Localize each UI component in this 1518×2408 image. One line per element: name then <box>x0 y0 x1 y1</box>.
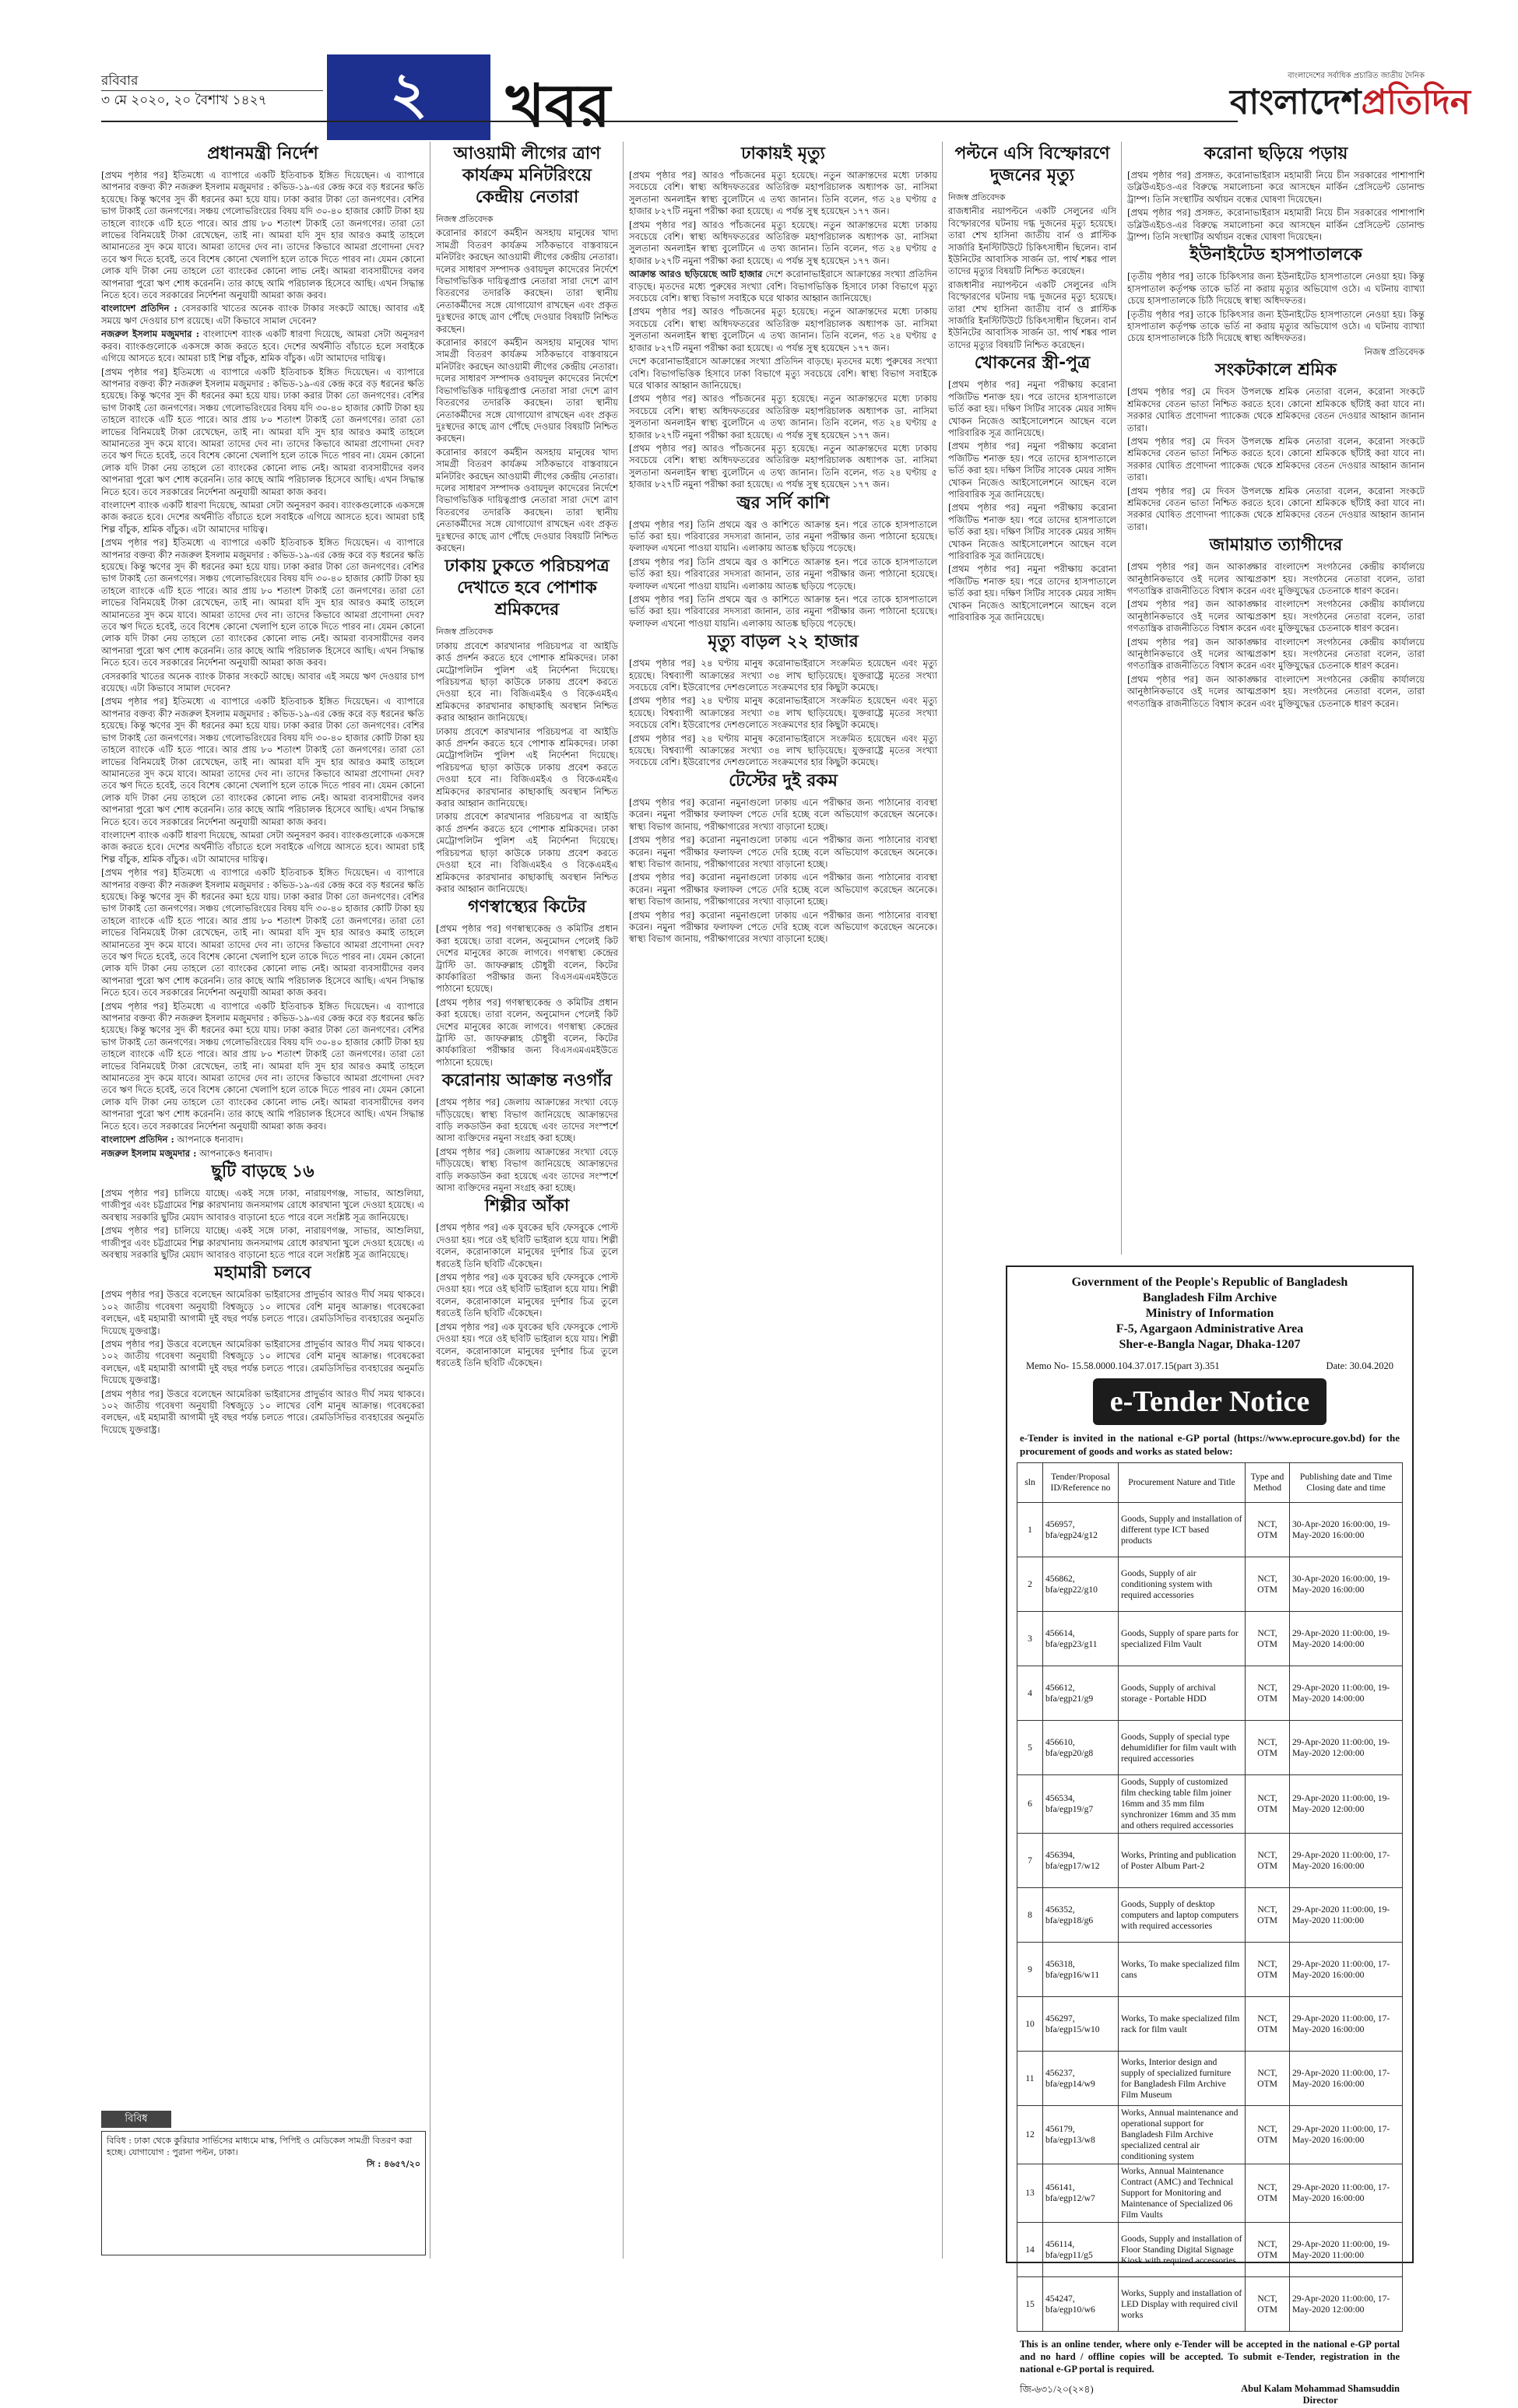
article-paltan-ac-blast <box>948 143 1116 351</box>
tender-type: NCT, OTM <box>1246 2223 1290 2277</box>
tender-type: NCT, OTM <box>1246 1503 1290 1557</box>
column-2 <box>436 142 618 2243</box>
article-dhaka-deaths <box>629 143 937 491</box>
article-jamaat-defectors <box>1127 535 1425 710</box>
tender-id: 456141, bfa/egp12/w7 <box>1043 2164 1119 2223</box>
article-body: [প্রথম পৃষ্ঠার পর] নমুনা পরীক্ষায় করোনা পজিটিভ শনাক্ত হয়। পরে তাদের হাসপাতালে ভর্তি করা হয়। দক্ষিণ সিটির সাবেক মেয়র সাঈদ খোকন নিজেও আইসোলেশনে আছেন বলে পারিবারিক সূত্র জানিয়েছে। <box>948 563 1116 623</box>
qa-label: বাংলাদেশ প্রতিদিন : <box>101 1134 174 1146</box>
notice-header <box>1007 1275 1412 1353</box>
headline: জামায়াত ত্যাগীদের <box>1209 535 1343 556</box>
newspaper-logo <box>1230 70 1471 131</box>
tender-type: NCT, OTM <box>1246 2164 1290 2223</box>
memo-line <box>1007 1353 1412 1378</box>
article-body: [প্রথম পৃষ্ঠার পর] জন আকাঙ্ক্ষার বাংলাদেশ সংগঠনের কেন্দ্রীয় কার্যালয়ে আনুষ্ঠানিকভাবে ওই দলের আত্মপ্রকাশ হয়। সংগঠনের নেতারা বলেন, তারা গণতান্ত্রিক রাজনীতিতে বিশ্বাস করেন এবং মুক্তিযুদ্ধের চেতনাকে ধারণ করেন। <box>1127 636 1425 672</box>
tender-dates: 29-Apr-2020 11:00:00, 19-May-2020 12:00:00 <box>1290 1775 1403 1834</box>
reporter: নিজস্ব প্রতিবেদক <box>436 627 494 637</box>
tender-dates: 29-Apr-2020 11:00:00, 17-May-2020 16:00:00 <box>1290 2106 1403 2164</box>
tender-title: Works, Annual maintenance and operational support for Bangladesh Film Archive specialized central air conditioning system <box>1119 2106 1246 2164</box>
bibidh-box <box>101 2131 426 2255</box>
tender-sln: 7 <box>1017 1834 1043 1888</box>
tender-id: 456957, bfa/egp24/g12 <box>1043 1503 1119 1557</box>
reporter: নিজস্ব প্রতিবেদক <box>948 192 1006 202</box>
col-header: Procurement Nature and Title <box>1119 1463 1246 1503</box>
article-body: বাংলাদেশ ব্যাংক একটি ধারণা দিয়েছে, আমরা সেটা অনুসরণ করব। ব্যাংকগুলোকে একসঙ্গে কাজ করতে হবে। দেশের অর্থনীতি বাঁচাতে হলে সবাইকে এগিয়ে আসতে হবে। আমরা চাই শিল্প বাঁচুক, শ্রমিক বাঁচুক। এটা আমাদের দায়িত্ব। <box>101 829 424 865</box>
article-body: [প্রথম পৃষ্ঠার পর] নমুনা পরীক্ষায় করোনা পজিটিভ শনাক্ত হয়। পরে তাদের হাসপাতালে ভর্তি করা হয়। দক্ষিণ সিটির সাবেক মেয়র সাঈদ খোকন নিজেও আইসোলেশনে আছেন বলে পারিবারিক সূত্র জানিয়েছে। <box>948 379 1116 438</box>
qa-label: বাংলাদেশ প্রতিদিন : <box>101 303 177 314</box>
byline: নিজস্ব প্রতিবেদক <box>1364 346 1425 357</box>
column-rule <box>1121 142 1122 1255</box>
article-pm-directive <box>101 143 424 1160</box>
article-body: [প্রথম পৃষ্ঠার পর] এক যুবকের ছবি ফেসবুকে পোস্ট দেওয়া হয়। পরে ওই ছবিটি ভাইরাল হয়ে যায়। শিল্পী বলেন, করোনাকালে মানুষের দুর্দশার চিত্র তুলে ধরতেই তিনি ছবিটি এঁকেছেন। <box>436 1222 618 1269</box>
article-body: [প্রথম পৃষ্ঠার পর] ২৪ ঘণ্টায় মানুষ করোনাভাইরাসে সংক্রমিত হয়েছেন এবং মৃত্যু হয়েছে। বিশ্বব্যাপী আক্রান্তের সংখ্যা ৩৪ লাখ ছাড়িয়েছে। যুক্তরাষ্ট্রে মৃতের সংখ্যা সবচেয়ে বেশি। ইউরোপের দেশগুলোতে সংক্রমণের হার কিছুটা কমেছে। <box>629 732 937 768</box>
tender-sln: 8 <box>1017 1888 1043 1943</box>
address-line: F-5, Agargaon Administrative Area <box>1116 1322 1304 1336</box>
headline: ঢাকায় ঢুকতে পরিচয়পত্র দেখাতে হবে পোশাক শ্রমিকদের <box>445 556 610 620</box>
article-body: [প্রথম পৃষ্ঠার পর] আরও পাঁচজনের মৃত্যু হয়েছে। নতুন আক্রান্তদের মধ্যে ঢাকায় সবচেয়ে বেশি। স্বাস্থ্য অধিদফতরের অতিরিক্ত মহাপরিচালক অধ্যাপক ডা. নাসিমা সুলতানা অনলাইন স্বাস্থ্য বুলেটিনে এ তথ্য জানান। তিনি বলেন, গত ২৪ ঘণ্টায় ৫ হাজার ৮২৭টি নমুনা পরীক্ষা করা হয়েছে। এ পর্যন্ত সুস্থ হয়েছেন ১৭৭ জন। <box>629 393 937 441</box>
tender-title: Works, Printing and publication of Poster Album Part-2 <box>1119 1834 1246 1888</box>
headline: পল্টনে এসি বিস্ফোরণে দুজনের মৃত্যু <box>954 144 1110 185</box>
headline: গণস্বাস্থ্যের কিটের <box>468 897 586 918</box>
article-body: [তৃতীয় পৃষ্ঠার পর] তাকে চিকিৎসার জন্য ইউনাইটেড হাসপাতালে নেওয়া হয়। কিন্তু হাসপাতাল কর্তৃপক্ষ তাকে ভর্তি না করায় মৃত্যুর অভিযোগ ওঠে। এ ঘটনায় ব্যাখ্যা চেয়ে হাসপাতালকে চিঠি দিয়েছে স্বাস্থ্য অধিদফতর। <box>1127 308 1425 344</box>
article-garment-workers-id <box>436 556 618 895</box>
article-body: [প্রথম পৃষ্ঠার পর] উত্তরে বলেছেন আমেরিকা ভাইরাসের প্রাদুর্ভাব আরও দীর্ঘ সময় থাকবে। ১০২ জাতীয় গবেষণা অনুযায়ী বিশ্বজুড়ে ১০ লাখের বেশি মানুষ আক্রান্ত। গবেষকেরা বলছেন, এই মহামারী আগামী দুই বছর পর্যন্ত চলতে পারে। রেমডিসিভির ব্যবহারের অনুমতি দিয়েছে যুক্তরাষ্ট্র। <box>101 1338 424 1386</box>
article-body: [প্রথম পৃষ্ঠার পর] জন আকাঙ্ক্ষার বাংলাদেশ সংগঠনের কেন্দ্রীয় কার্যালয়ে আনুষ্ঠানিকভাবে ওই দলের আত্মপ্রকাশ হয়। সংগঠনের নেতারা বলেন, তারা গণতান্ত্রিক রাজনীতিতে বিশ্বাস করেন এবং মুক্তিযুদ্ধের চেতনাকে ধারণ করেন। <box>1127 598 1425 634</box>
masthead-date: ৩ মে ২০২০, ২০ বৈশাখ ১৪২৭ <box>101 93 267 108</box>
tender-title: Goods, Supply of special type dehumidifier for film vault with required accessories <box>1119 1721 1246 1775</box>
logo-tagline: বাংলাদেশের সর্বাধিক প্রচারিত জাতীয় দৈনিক <box>1288 72 1425 80</box>
closing-qa <box>101 1134 424 1146</box>
masthead-date-block <box>101 72 323 110</box>
col-header: Tender/Proposal ID/Reference no <box>1043 1463 1119 1503</box>
tender-id: 456318, bfa/egp16/w11 <box>1043 1943 1119 1997</box>
article-pandemic-continues <box>101 1262 424 1436</box>
article-body: দেশে করোনাভাইরাসে আক্রান্তের সংখ্যা প্রতিদিন বাড়ছে। মৃতদের মধ্যে পুরুষের সংখ্যা বেশি। বিভাগভিত্তিক হিসাবে ঢাকা বিভাগে মৃত্যু সবচেয়ে বেশি। স্বাস্থ্য বিভাগ সবাইকে ঘরে থাকার আহ্বান জানিয়েছে। <box>629 356 937 391</box>
tender-sln: 5 <box>1017 1721 1043 1775</box>
tender-dates: 29-Apr-2020 11:00:00, 17-May-2020 16:00:00 <box>1290 1834 1403 1888</box>
tender-table-header <box>1017 1463 1403 1503</box>
article-body: [প্রথম পৃষ্ঠার পর] করোনা নমুনাগুলো ঢাকায় এনে পরীক্ষার জন্য পাঠানোর ব্যবস্থা করেন। নমুনা পরীক্ষার ফলাফল পেতে দেরি হচ্ছে বলে অভিযোগ করেছেন অনেকে। স্বাস্থ্য বিভাগ জানায়, পরীক্ষাগারের সংখ্যা বাড়ানো হচ্ছে। <box>629 834 937 869</box>
article-body: করোনার কারণে কর্মহীন অসহায় মানুষের খাদ্য সামগ্রী বিতরণ কার্যক্রম সঠিকভাবে বাস্তবায়নে মনিটরিং করছেন আওয়ামী লীগের কেন্দ্রীয় নেতারা। দলের সাধারণ সম্পাদক ওবায়দুল কাদেরের নির্দেশে বিভাগভিত্তিক দায়িত্বপ্রাপ্ত নেতারা সারা দেশে ত্রাণ বিতরণের তদারকি করছেন। তারা স্থানীয় নেতাকর্মীদের সঙ্গে যোগাযোগ রাখছেন এবং প্রকৃত দুঃস্থদের কাছে ত্রাণ পৌঁছে দেওয়ার বিষয়টি নিশ্চিত করছেন। <box>436 337 618 444</box>
article-body: [প্রথম পৃষ্ঠার পর] ইতিমধ্যে এ ব্যাপারে একটি ইতিবাচক ইঙ্গিত দিয়েছেন। এ ব্যাপারে আপনার বক্তব্য কী? নজরুল ইসলাম মজুমদার : কভিড-১৯-এর কেন্দ্র করে বড় ধরনের ক্ষতি হয়েছে। কিন্তু ঋণের সুদ কী ধরনের কমা হয়ে যায়। ঢাকা করার টাকা তো জনগণের। বেশির ভাগ টাকাই তো জনগণের। সঞ্চয় গেলোভরিংয়ের বিষয় যদি ৩০-৪০ হাজার কোটি টাকা হয় তাহলে ব্যাংকে এটি হতে পারে। আর প্রায় ৮০ শতাংশ টাকাই তো জনগণের। তারা তো লাভের বিনিময়েই টাকা রেখেছেন, তাই না। আমরা যদি সুদ হার আরও কমাই তাহলে আমানতের সুদ কমে যাবে। আমরা তাদের দেব না। তাদের কিভাবে আমরা প্রণোদনা দেব? তবে ঋণ দিতে হবেই, তবে বিশেষ কোনো খেলাপি হলে তাকে দিতে পারব না। যেমন কোনো লোক যদি টাকা নেয় তাহলে তো ব্যাংকের কোনো লাভ নেই। আমরা ব্যবসায়ীদের বলব আপনারা পুরো ঋণ শোধ করেননি। তার কাছে আমি পরিচালক হিসেবে আছি। এখন সিদ্ধান্ত নিতে হবে। তবে সরকারের নির্দেশনা অনুযায়ী আমরা কাজ করব। <box>101 170 424 301</box>
bibidh-tag: বিবিধ <box>101 2111 171 2128</box>
notice-intro: e-Tender is invited in the national e-GP portal (https://www.eprocure.gov.bd) for the procurement of goods and works as stated below: <box>1020 1432 1400 1457</box>
article-united-hospital <box>1127 244 1425 358</box>
article-body: [প্রথম পৃষ্ঠার পর] মে দিবস উপলক্ষে শ্রমিক নেতারা বলেন, করোনা সংকটে শ্রমিকদের বেতন ভাতা নিশ্চিত করতে হবে। কোনো শ্রমিককে ছাঁটাই করা যাবে না। সরকার ঘোষিত প্রণোদনা প্যাকেজ থেকে শ্রমিকদের বেতন দেওয়ার আহ্বান জানান তারা। <box>1127 485 1425 532</box>
tender-sln: 15 <box>1017 2277 1043 2332</box>
tender-dates: 29-Apr-2020 11:00:00, 17-May-2020 16:00:00 <box>1290 2164 1403 2223</box>
tender-title: Goods, Supply of desktop computers and laptop computers with required accessories <box>1119 1888 1246 1943</box>
tender-dates: 29-Apr-2020 11:00:00, 17-May-2020 16:00:00 <box>1290 1997 1403 2052</box>
article-body: [প্রথম পৃষ্ঠার পর] আরও পাঁচজনের মৃত্যু হয়েছে। নতুন আক্রান্তদের মধ্যে ঢাকায় সবচেয়ে বেশি। স্বাস্থ্য অধিদফতরের অতিরিক্ত মহাপরিচালক অধ্যাপক ডা. নাসিমা সুলতানা অনলাইন স্বাস্থ্য বুলেটিনে এ তথ্য জানান। তিনি বলেন, গত ২৪ ঘণ্টায় ৫ হাজার ৮২৭টি নমুনা পরীক্ষা করা হয়েছে। এ পর্যন্ত সুস্থ হয়েছেন ১৭৭ জন। <box>629 170 937 217</box>
tender-id: 456394, bfa/egp17/w12 <box>1043 1834 1119 1888</box>
tender-sln: 11 <box>1017 2052 1043 2106</box>
tender-dates: 30-Apr-2020 16:00:00, 19-May-2020 16:00:00 <box>1290 1503 1403 1557</box>
article-fever-cough <box>629 493 937 630</box>
page-number-badge: ২ <box>327 54 490 140</box>
article-body: [প্রথম পৃষ্ঠার পর] ইতিমধ্যে এ ব্যাপারে একটি ইতিবাচক ইঙ্গিত দিয়েছেন। এ ব্যাপারে আপনার বক্তব্য কী? নজরুল ইসলাম মজুমদার : কভিড-১৯-এর কেন্দ্র করে বড় ধরনের ক্ষতি হয়েছে। কিন্তু ঋণের সুদ কী ধরনের কমা হয়ে যায়। ঢাকা করার টাকা তো জনগণের। বেশির ভাগ টাকাই তো জনগণের। সঞ্চয় গেলোভরিংয়ের বিষয় যদি ৩০-৪০ হাজার কোটি টাকা হয় তাহলে ব্যাংকে এটি হতে পারে। আর প্রায় ৮০ শতাংশ টাকাই তো জনগণের। তারা তো লাভের বিনিময়েই টাকা রেখেছেন, তাই না। আমরা যদি সুদ হার আরও কমাই তাহলে আমানতের সুদ কমে যাবে। আমরা তাদের দেব না। তাদের কিভাবে আমরা প্রণোদনা দেব? তবে ঋণ দিতে হবেই, তবে বিশেষ কোনো খেলাপি হলে তাকে দিতে পারব না। যেমন কোনো লোক যদি টাকা নেয় তাহলে তো ব্যাংকের কোনো লাভ নেই। আমরা ব্যবসায়ীদের বলব আপনারা পুরো ঋণ শোধ করেননি। তার কাছে আমি পরিচালক হিসেবে আছি। এখন সিদ্ধান্ত নিতে হবে। তবে সরকারের নির্দেশনা অনুযায়ী আমরা কাজ করব। <box>101 1000 424 1132</box>
article-body: [প্রথম পৃষ্ঠার পর] করোনা নমুনাগুলো ঢাকায় এনে পরীক্ষার জন্য পাঠানোর ব্যবস্থা করেন। নমুনা পরীক্ষার ফলাফল পেতে দেরি হচ্ছে বলে অভিযোগ করেছেন অনেকে। স্বাস্থ্য বিভাগ জানায়, পরীক্ষাগারের সংখ্যা বাড়ানো হচ্ছে। <box>629 909 937 945</box>
article-body: [প্রথম পৃষ্ঠার পর] জেলায় আক্রান্তের সংখ্যা বেড়ে দাঁড়িয়েছে। স্বাস্থ্য বিভাগ জানিয়েছে আক্রান্তদের বাড়ি লকডাউন করা হয়েছে এবং তাদের সংস্পর্শে আসা ব্যক্তিদের নমুনা সংগ্রহ করা হচ্ছে। <box>436 1097 618 1144</box>
closing-qa <box>101 1148 424 1160</box>
address-line: Sher-e-Bangla Nagar, Dhaka-1207 <box>1119 1338 1301 1351</box>
article-body: [প্রথম পৃষ্ঠার পর] তিনি প্রথমে জ্বর ও কাশিতে আক্রান্ত হন। পরে তাকে হাসপাতালে ভর্তি করা হয়। পরিবারের সদস্যরা জানান, তার নমুনা পরীক্ষার জন্য পাঠানো হয়েছে। ফলাফল এখনো পাওয়া যায়নি। এলাকায় আতঙ্ক ছড়িয়ে পড়েছে। <box>629 594 937 629</box>
article-workers-crisis <box>1127 360 1425 533</box>
article-body: [প্রথম পৃষ্ঠার পর] জেলায় আক্রান্তের সংখ্যা বেড়ে দাঁড়িয়েছে। স্বাস্থ্য বিভাগ জানিয়েছে আক্রান্তদের বাড়ি লকডাউন করা হয়েছে এবং তাদের সংস্পর্শে আসা ব্যক্তিদের নমুনা সংগ্রহ করা হচ্ছে। <box>436 1146 618 1194</box>
tender-dates: 29-Apr-2020 11:00:00, 19-May-2020 11:00:00 <box>1290 1888 1403 1943</box>
headline: প্রধানমন্ত্রী নির্দেশ <box>207 144 318 163</box>
headline: মৃত্যু বাড়ল ২২ হাজার <box>708 632 859 652</box>
article-body: [প্রথম পৃষ্ঠার পর] তিনি প্রথমে জ্বর ও কাশিতে আক্রান্ত হন। পরে তাকে হাসপাতালে ভর্তি করা হয়। পরিবারের সদস্যরা জানান, তার নমুনা পরীক্ষার জন্য পাঠানো হয়েছে। ফলাফল এখনো পাওয়া যায়নি। এলাকায় আতঙ্ক ছড়িয়ে পড়েছে। <box>629 556 937 591</box>
headline: ঢাকায়ই মৃত্যু <box>741 144 825 163</box>
tender-type: NCT, OTM <box>1246 2106 1290 2164</box>
article-gonoshasthaya-kit <box>436 897 618 1069</box>
ministry-name: Ministry of Information <box>1145 1307 1274 1320</box>
tender-dates: 29-Apr-2020 11:00:00, 17-May-2020 16:00:00 <box>1290 1943 1403 1997</box>
article-body: [প্রথম পৃষ্ঠার পর] তিনি প্রথমে জ্বর ও কাশিতে আক্রান্ত হন। পরে তাকে হাসপাতালে ভর্তি করা হয়। পরিবারের সদস্যরা জানান, তার নমুনা পরীক্ষার জন্য পাঠানো হয়েছে। ফলাফল এখনো পাওয়া যায়নি। এলাকায় আতঙ্ক ছড়িয়ে পড়েছে। <box>629 518 937 554</box>
memo-date: Date: 30.04.2020 <box>1326 1360 1393 1371</box>
headline: সংকটকালে শ্রমিক <box>1215 360 1337 381</box>
tender-title: Works, To make specialized film cans <box>1119 1943 1246 1997</box>
article-body: [প্রথম পৃষ্ঠার পর] জন আকাঙ্ক্ষার বাংলাদেশ সংগঠনের কেন্দ্রীয় কার্যালয়ে আনুষ্ঠানিকভাবে ওই দলের আত্মপ্রকাশ হয়। সংগঠনের নেতারা বলেন, তারা গণতান্ত্রিক রাজনীতিতে বিশ্বাস করেন এবং মুক্তিযুদ্ধের চেতনাকে ধারণ করেন। <box>1127 561 1425 596</box>
tender-sln: 10 <box>1017 1997 1043 2052</box>
logo-word-b: প্রতিদিন <box>1361 82 1471 122</box>
article-body: [প্রথম পৃষ্ঠার পর] মে দিবস উপলক্ষে শ্রমিক নেতারা বলেন, করোনা সংকটে শ্রমিকদের বেতন ভাতা নিশ্চিত করতে হবে। কোনো শ্রমিককে ছাঁটাই করা যাবে না। সরকার ঘোষিত প্রণোদনা প্যাকেজ থেকে শ্রমিকদের বেতন দেওয়ার আহ্বান জানান তারা। <box>1127 435 1425 483</box>
tender-row <box>1017 1503 1403 1557</box>
article-body: ঢাকায় প্রবেশে কারখানার পরিচয়পত্র বা আইডি কার্ড প্রদর্শন করতে হবে পোশাক শ্রমিকদের। ঢাকা মেট্রোপলিটন পুলিশ এই নির্দেশনা দিয়েছে। পরিচয়পত্র ছাড়া কাউকে ঢাকায় প্রবেশ করতে দেওয়া হবে না। বিজিএমইএ ও বিকেএমইএ শ্রমিকদের কারখানার কাছাকাছি অবস্থান নিশ্চিত করার আহ্বান জানিয়েছে। <box>436 811 618 894</box>
tender-row <box>1017 1775 1403 1834</box>
article-body: [প্রথম পৃষ্ঠার পর] নমুনা পরীক্ষায় করোনা পজিটিভ শনাক্ত হয়। পরে তাদের হাসপাতালে ভর্তি করা হয়। দক্ষিণ সিটির সাবেক মেয়র সাঈদ খোকন নিজেও আইসোলেশনে আছেন বলে পারিবারিক সূত্র জানিয়েছে। <box>948 502 1116 561</box>
headline: ইউনাইটেড হাসপাতালকে <box>1189 245 1362 265</box>
memo-number: Memo No- 15.58.0000.104.37.017.15(part 3).351 <box>1026 1360 1220 1371</box>
gd-code: জি-৬৩১/২০(২×৪) <box>1020 2384 1094 2395</box>
article-body: [প্রথম পৃষ্ঠার পর] করোনা নমুনাগুলো ঢাকায় এনে পরীক্ষার জন্য পাঠানোর ব্যবস্থা করেন। নমুনা পরীক্ষার ফলাফল পেতে দেরি হচ্ছে বলে অভিযোগ করেছেন অনেকে। স্বাস্থ্য বিভাগ জানায়, পরীক্ষাগারের সংখ্যা বাড়ানো হচ্ছে। <box>629 796 937 832</box>
tender-sln: 9 <box>1017 1943 1043 1997</box>
tender-row <box>1017 1888 1403 1943</box>
masthead-day: রবিবার <box>101 73 139 89</box>
headline: করোনায় আক্রান্ত নওগাঁর <box>441 1071 613 1091</box>
article-artist-drawing <box>436 1195 618 1369</box>
article-body: বেসরকারি খাতের অনেক ব্যাংক টাকার সংকটে আছে। আবার এই সময়ে ঋণ দেওয়ার চাপ রয়েছে। এটা কিভাবে সামাল দেবেন? <box>101 670 424 694</box>
qa-block <box>101 328 424 364</box>
article-body: [প্রথম পৃষ্ঠার পর] এক যুবকের ছবি ফেসবুকে পোস্ট দেওয়া হয়। পরে ওই ছবিটি ভাইরাল হয়ে যায়। শিল্পী বলেন, করোনাকালে মানুষের দুর্দশার চিত্র তুলে ধরতেই তিনি ছবিটি এঁকেছেন। <box>436 1321 618 1368</box>
tender-id: 456352, bfa/egp18/g6 <box>1043 1888 1119 1943</box>
article-body: [প্রথম পৃষ্ঠার পর] মে দিবস উপলক্ষে শ্রমিক নেতারা বলেন, করোনা সংকটে শ্রমিকদের বেতন ভাতা নিশ্চিত করতে হবে। কোনো শ্রমিককে ছাঁটাই করা যাবে না। সরকার ঘোষিত প্রণোদনা প্যাকেজ থেকে শ্রমিকদের বেতন দেওয়ার আহ্বান জানান তারা। <box>1127 386 1425 434</box>
headline: টেস্টের দুই রকম <box>729 770 838 791</box>
tender-type: NCT, OTM <box>1246 1612 1290 1666</box>
tender-title: Goods, Supply and installation of different type ICT based products <box>1119 1503 1246 1557</box>
headline: ছুটি বাড়ছে ১৬ <box>211 1161 314 1181</box>
article-body: রাজধানীর নয়াপল্টনে একটি সেলুনের এসি বিস্ফোরণের ঘটনায় দগ্ধ দুজনের মৃত্যু হয়েছে। তারা শেখ হাসিনা জাতীয় বার্ন ও প্লাস্টিক সার্জারি ইনস্টিটিউটে চিকিৎসাধীন ছিলেন। বার্ন ইউনিটের আবাসিক সার্জন ডা. পার্থ শঙ্কর পাল তাদের মৃত্যুর বিষয়টি নিশ্চিত করেছেন। <box>948 279 1116 350</box>
bibidh-code: সি : ৪৬৫৭/২০ <box>366 2159 420 2169</box>
tender-id: 454247, bfa/egp10/w6 <box>1043 2277 1119 2332</box>
tender-title: Goods, Supply of archival storage - Portable HDD <box>1119 1666 1246 1721</box>
qa-text: বাংলাদেশ ব্যাংক একটি ধারণা দিয়েছে, আমরা সেটা অনুসরণ করব। ব্যাংকগুলোকে একসঙ্গে কাজ করতে হবে। দেশের অর্থনীতি বাঁচাতে হলে সবাইকে এগিয়ে আসতে হবে। আমরা চাই শিল্প বাঁচুক, শ্রমিক বাঁচুক। এটা আমাদের দায়িত্ব। <box>101 328 424 364</box>
article-naogaon-infected <box>436 1070 618 1194</box>
tender-title: Goods, Supply of air conditioning system with required accessories <box>1119 1557 1246 1612</box>
tender-type: NCT, OTM <box>1246 1943 1290 1997</box>
article-body: করোনার কারণে কর্মহীন অসহায় মানুষের খাদ্য সামগ্রী বিতরণ কার্যক্রম সঠিকভাবে বাস্তবায়নে মনিটরিং করছেন আওয়ামী লীগের কেন্দ্রীয় নেতারা। দলের সাধারণ সম্পাদক ওবায়দুল কাদেরের নির্দেশে বিভাগভিত্তিক দায়িত্বপ্রাপ্ত নেতারা সারা দেশে ত্রাণ বিতরণের তদারকি করছেন। তারা স্থানীয় নেতাকর্মীদের সঙ্গে যোগাযোগ রাখছেন এবং প্রকৃত দুঃস্থদের কাছে ত্রাণ পৌঁছে দেওয়ার বিষয়টি নিশ্চিত করছেন। <box>436 227 618 335</box>
article-global-deaths <box>629 631 937 769</box>
tender-sln: 14 <box>1017 2223 1043 2277</box>
tender-dates: 29-Apr-2020 11:00:00, 19-May-2020 14:00:00 <box>1290 1666 1403 1721</box>
tender-dates: 30-Apr-2020 16:00:00, 19-May-2020 16:00:00 <box>1290 1557 1403 1612</box>
tender-title: Goods, Supply of spare parts for specialized Film Vault <box>1119 1612 1246 1666</box>
article-body: ঢাকায় প্রবেশে কারখানার পরিচয়পত্র বা আইডি কার্ড প্রদর্শন করতে হবে পোশাক শ্রমিকদের। ঢাকা মেট্রোপলিটন পুলিশ এই নির্দেশনা দিয়েছে। পরিচয়পত্র ছাড়া কাউকে ঢাকায় প্রবেশ করতে দেওয়া হবে না। বিজিএমইএ ও বিকেএমইএ শ্রমিকদের কারখানার কাছাকাছি অবস্থান নিশ্চিত করার আহ্বান জানিয়েছে। <box>436 725 618 809</box>
article-body: রাজধানীর নয়াপল্টনে একটি সেলুনের এসি বিস্ফোরণের ঘটনায় দগ্ধ দুজনের মৃত্যু হয়েছে। তারা শেখ হাসিনা জাতীয় বার্ন ও প্লাস্টিক সার্জারি ইনস্টিটিউটে চিকিৎসাধীন ছিলেন। বার্ন ইউনিটের আবাসিক সার্জন ডা. পার্থ শঙ্কর পাল তাদের মৃত্যুর বিষয়টি নিশ্চিত করেছেন। <box>948 205 1116 277</box>
tender-row <box>1017 1612 1403 1666</box>
article-body: [প্রথম পৃষ্ঠার পর] উত্তরে বলেছেন আমেরিকা ভাইরাসের প্রাদুর্ভাব আরও দীর্ঘ সময় থাকবে। ১০২ জাতীয় গবেষণা অনুযায়ী বিশ্বজুড়ে ১০ লাখের বেশি মানুষ আক্রান্ত। গবেষকেরা বলছেন, এই মহামারী আগামী দুই বছর পর্যন্ত চলতে পারে। রেমডিসিভির ব্যবহারের অনুমতি দিয়েছে যুক্তরাষ্ট্র। <box>101 1289 424 1336</box>
article-body: [প্রথম পৃষ্ঠার পর] আরও পাঁচজনের মৃত্যু হয়েছে। নতুন আক্রান্তদের মধ্যে ঢাকায় সবচেয়ে বেশি। স্বাস্থ্য অধিদফতরের অতিরিক্ত মহাপরিচালক অধ্যাপক ডা. নাসিমা সুলতানা অনলাইন স্বাস্থ্য বুলেটিনে এ তথ্য জানান। তিনি বলেন, গত ২৪ ঘণ্টায় ৫ হাজার ৮২৭টি নমুনা পরীক্ষা করা হয়েছে। এ পর্যন্ত সুস্থ হয়েছেন ১৭৭ জন। <box>629 442 937 490</box>
tender-type: NCT, OTM <box>1246 2052 1290 2106</box>
tender-type: NCT, OTM <box>1246 1997 1290 2052</box>
tender-dates: 29-Apr-2020 11:00:00, 19-May-2020 14:00:00 <box>1290 1612 1403 1666</box>
sub-headline: আক্রান্ত আরও ছড়িয়েছে আট হাজার দেশে করোনাভাইরাসে আক্রান্তের সংখ্যা প্রতিদিন বাড়ছে। মৃতদের মধ্যে পুরুষের সংখ্যা বেশি। বিভাগভিত্তিক হিসাবে ঢাকা বিভাগে মৃত্যু সবচেয়ে বেশি। স্বাস্থ্য বিভাগ সবাইকে ঘরে থাকার আহ্বান জানিয়েছে। <box>629 269 937 304</box>
tender-title: Works, Interior design and supply of specialized furniture for Bangladesh Film Archive Film Museum <box>1119 2052 1246 2106</box>
tender-type: NCT, OTM <box>1246 1775 1290 1834</box>
headline: করোনা ছড়িয়ে পড়ায় <box>1204 144 1348 163</box>
tender-table <box>1017 1462 1403 2332</box>
tender-row <box>1017 2052 1403 2106</box>
qa-text: বেসরকারি খাতের অনেক ব্যাংক টাকার সংকটে আছে। আবার এই সময়ে ঋণ দেওয়ার চাপ রয়েছে। এটা কিভাবে সামাল দেবেন? <box>101 303 424 326</box>
article-khokon-family <box>948 353 1116 623</box>
headline: জ্বর সর্দি কাশি <box>736 493 830 513</box>
article-body: বাংলাদেশ ব্যাংক একটি ধারণা দিয়েছে, আমরা সেটা অনুসরণ করব। ব্যাংকগুলোকে একসঙ্গে কাজ করতে হবে। দেশের অর্থনীতি বাঁচাতে হলে সবাইকে এগিয়ে আসতে হবে। আমরা চাই শিল্প বাঁচুক, শ্রমিক বাঁচুক। এটা আমাদের দায়িত্ব। <box>101 499 424 535</box>
reporter: নিজস্ব প্রতিবেদক <box>436 214 494 224</box>
notice-footer: This is an online tender, where only e-Tender will be accepted in the national e-GP portal and no hard / offline copies will be accepted. To submit e-Tender, registration in the national e-GP portal is required. <box>1020 2339 1400 2375</box>
article-body: ঢাকায় প্রবেশে কারখানার পরিচয়পত্র বা আইডি কার্ড প্রদর্শন করতে হবে পোশাক শ্রমিকদের। ঢাকা মেট্রোপলিটন পুলিশ এই নির্দেশনা দিয়েছে। পরিচয়পত্র ছাড়া কাউকে ঢাকায় প্রবেশ করতে দেওয়া হবে না। বিজিএমইএ ও বিকেএমইএ শ্রমিকদের কারখানার কাছাকাছি অবস্থান নিশ্চিত করার আহ্বান জানিয়েছে। <box>436 640 618 724</box>
signatory <box>1241 2383 1400 2406</box>
column-5 <box>1127 142 1425 1255</box>
tender-row <box>1017 1997 1403 2052</box>
article-awami-league-relief <box>436 143 618 554</box>
tender-dates: 29-Apr-2020 11:00:00, 19-May-2020 11:00:00 <box>1290 2223 1403 2277</box>
article-body: [প্রথম পৃষ্ঠার পর] নমুনা পরীক্ষায় করোনা পজিটিভ শনাক্ত হয়। পরে তাদের হাসপাতালে ভর্তি করা হয়। দক্ষিণ সিটির সাবেক মেয়র সাঈদ খোকন নিজেও আইসোলেশনে আছেন বলে পারিবারিক সূত্র জানিয়েছে। <box>948 441 1116 500</box>
tender-row <box>1017 2106 1403 2164</box>
qa-text: আপনাকেও ধন্যবাদ। <box>199 1147 272 1159</box>
tender-row <box>1017 1834 1403 1888</box>
tender-id: 456534, bfa/egp19/g7 <box>1043 1775 1119 1834</box>
notice-signature <box>1007 2382 1412 2408</box>
tender-dates: 29-Apr-2020 11:00:00, 19-May-2020 12:00:00 <box>1290 1721 1403 1775</box>
article-body: [প্রথম পৃষ্ঠার পর] ২৪ ঘণ্টায় মানুষ করোনাভাইরাসে সংক্রমিত হয়েছেন এবং মৃত্যু হয়েছে। বিশ্বব্যাপী আক্রান্তের সংখ্যা ৩৪ লাখ ছাড়িয়েছে। যুক্তরাষ্ট্রে মৃতের সংখ্যা সবচেয়ে বেশি। ইউরোপের দেশগুলোতে সংক্রমণের হার কিছুটা কমেছে। <box>629 695 937 731</box>
logo-word-a: বাংলাদেশ <box>1230 82 1362 122</box>
tender-type: NCT, OTM <box>1246 1557 1290 1612</box>
tender-type: NCT, OTM <box>1246 2277 1290 2332</box>
tender-row <box>1017 1943 1403 1997</box>
article-holiday-extended <box>101 1161 424 1261</box>
tender-type: NCT, OTM <box>1246 1666 1290 1721</box>
tender-id: 456612, bfa/egp21/g9 <box>1043 1666 1119 1721</box>
notice-banner: e-Tender Notice <box>1093 1378 1326 1425</box>
tender-id: 456614, bfa/egp23/g11 <box>1043 1612 1119 1666</box>
col-header: Type and Method <box>1246 1463 1290 1503</box>
article-body: [প্রথম পৃষ্ঠার পর] আরও পাঁচজনের মৃত্যু হয়েছে। নতুন আক্রান্তদের মধ্যে ঢাকায় সবচেয়ে বেশি। স্বাস্থ্য অধিদফতরের অতিরিক্ত মহাপরিচালক অধ্যাপক ডা. নাসিমা সুলতানা অনলাইন স্বাস্থ্য বুলেটিনে এ তথ্য জানান। তিনি বলেন, গত ২৪ ঘণ্টায় ৫ হাজার ৮২৭টি নমুনা পরীক্ষা করা হয়েছে। এ পর্যন্ত সুস্থ হয়েছেন ১৭৭ জন। <box>629 306 937 353</box>
tender-title: Works, Supply and installation of LED Display with required civil works <box>1119 2277 1246 2332</box>
tender-type: NCT, OTM <box>1246 1834 1290 1888</box>
article-body: [প্রথম পৃষ্ঠার পর] ইতিমধ্যে এ ব্যাপারে একটি ইতিবাচক ইঙ্গিত দিয়েছেন। এ ব্যাপারে আপনার বক্তব্য কী? নজরুল ইসলাম মজুমদার : কভিড-১৯-এর কেন্দ্র করে বড় ধরনের ক্ষতি হয়েছে। কিন্তু ঋণের সুদ কী ধরনের কমা হয়ে যায়। ঢাকা করার টাকা তো জনগণের। বেশির ভাগ টাকাই তো জনগণের। সঞ্চয় গেলোভরিংয়ের বিষয় যদি ৩০-৪০ হাজার কোটি টাকা হয় তাহলে ব্যাংকে এটি হতে পারে। আর প্রায় ৮০ শতাংশ টাকাই তো জনগণের। তারা তো লাভের বিনিময়েই টাকা রেখেছেন, তাই না। আমরা যদি সুদ হার আরও কমাই তাহলে আমানতের সুদ কমে যাবে। আমরা তাদের দেব না। তাদের কিভাবে আমরা প্রণোদনা দেব? তবে ঋণ দিতে হবেই, তবে বিশেষ কোনো খেলাপি হলে তাকে দিতে পারব না। যেমন কোনো লোক যদি টাকা নেয় তাহলে তো ব্যাংকের কোনো লাভ নেই। আমরা ব্যবসায়ীদের বলব আপনারা পুরো ঋণ শোধ করেননি। তার কাছে আমি পরিচালক হিসেবে আছি। এখন সিদ্ধান্ত নিতে হবে। তবে সরকারের নির্দেশনা অনুযায়ী আমরা কাজ করব। <box>101 867 424 999</box>
qa-label: নজরুল ইসলাম মজুমদার : <box>101 328 200 340</box>
gov-name: Government of the People's Republic of Bangladesh <box>1071 1276 1348 1289</box>
article-body: [প্রথম পৃষ্ঠার পর] ইতিমধ্যে এ ব্যাপারে একটি ইতিবাচক ইঙ্গিত দিয়েছেন। এ ব্যাপারে আপনার বক্তব্য কী? নজরুল ইসলাম মজুমদার : কভিড-১৯-এর কেন্দ্র করে বড় ধরনের ক্ষতি হয়েছে। কিন্তু ঋণের সুদ কী ধরনের কমা হয়ে যায়। ঢাকা করার টাকা তো জনগণের। বেশির ভাগ টাকাই তো জনগণের। সঞ্চয় গেলোভরিংয়ের বিষয় যদি ৩০-৪০ হাজার কোটি টাকা হয় তাহলে ব্যাংকে এটি হতে পারে। আর প্রায় ৮০ শতাংশ টাকাই তো জনগণের। তারা তো লাভের বিনিময়েই টাকা রেখেছেন, তাই না। আমরা যদি সুদ হার আরও কমাই তাহলে আমানতের সুদ কমে যাবে। আমরা তাদের দেব না। তাদের কিভাবে আমরা প্রণোদনা দেব? তবে ঋণ দিতে হবেই, তবে বিশেষ কোনো খেলাপি হলে তাকে দিতে পারব না। যেমন কোনো লোক যদি টাকা নেয় তাহলে তো ব্যাংকের কোনো লাভ নেই। আমরা ব্যবসায়ীদের বলব আপনারা পুরো ঋণ শোধ করেননি। তার কাছে আমি পরিচালক হিসেবে আছি। এখন সিদ্ধান্ত নিতে হবে। তবে সরকারের নির্দেশনা অনুযায়ী আমরা কাজ করব। <box>101 696 424 827</box>
tender-title: Goods, Supply of customized film checking table film joiner 16mm and 35 mm film synchronizer 16mm and 35 mm and others required accessories <box>1119 1775 1246 1834</box>
col-header: Publishing date and Time Closing date and time <box>1290 1463 1403 1503</box>
tender-dates: 29-Apr-2020 11:00:00, 17-May-2020 12:00:00 <box>1290 2277 1403 2332</box>
article-body: [প্রথম পৃষ্ঠার পর] ২৪ ঘণ্টায় মানুষ করোনাভাইরাসে সংক্রমিত হয়েছেন এবং মৃত্যু হয়েছে। বিশ্বব্যাপী আক্রান্তের সংখ্যা ৩৪ লাখ ছাড়িয়েছে। যুক্তরাষ্ট্রে মৃতের সংখ্যা সবচেয়ে বেশি। ইউরোপের দেশগুলোতে সংক্রমণের হার কিছুটা কমেছে। <box>629 658 937 693</box>
article-body: [প্রথম পৃষ্ঠার পর] চালিয়ে যাচ্ছে। একই সঙ্গে ঢাকা, নারায়ণগঞ্জ, সাভার, আশুলিয়া, গাজীপুর এবং চট্টগ্রামের শিল্প কারখানায় জনসমাগম রোধে কারখানা খুলে দেওয়া হয়েছে। এ অবস্থায় সরকারি ছুটির মেয়াদ আবারও বাড়ানো হতে পারে বলে সংশ্লিষ্ট সূত্র জানিয়েছে। <box>101 1225 424 1260</box>
article-body: [প্রথম পৃষ্ঠার পর] আরও পাঁচজনের মৃত্যু হয়েছে। নতুন আক্রান্তদের মধ্যে ঢাকায় সবচেয়ে বেশি। স্বাস্থ্য অধিদফতরের অতিরিক্ত মহাপরিচালক অধ্যাপক ডা. নাসিমা সুলতানা অনলাইন স্বাস্থ্য বুলেটিনে এ তথ্য জানান। তিনি বলেন, গত ২৪ ঘণ্টায় ৫ হাজার ৮২৭টি নমুনা পরীক্ষা করা হয়েছে। এ পর্যন্ত সুস্থ হয়েছেন ১৭৭ জন। <box>629 219 937 266</box>
tender-title: Works, To make specialized film rack for film vault <box>1119 1997 1246 2052</box>
article-body: করোনার কারণে কর্মহীন অসহায় মানুষের খাদ্য সামগ্রী বিতরণ কার্যক্রম সঠিকভাবে বাস্তবায়নে মনিটরিং করছেন আওয়ামী লীগের কেন্দ্রীয় নেতারা। দলের সাধারণ সম্পাদক ওবায়দুল কাদেরের নির্দেশে বিভাগভিত্তিক দায়িত্বপ্রাপ্ত নেতারা সারা দেশে ত্রাণ বিতরণের তদারকি করছেন। তারা স্থানীয় নেতাকর্মীদের সঙ্গে যোগাযোগ রাখছেন এবং প্রকৃত দুঃস্থদের কাছে ত্রাণ পৌঁছে দেওয়ার বিষয়টি নিশ্চিত করছেন। <box>436 446 618 553</box>
headline: শিল্পীর আঁকা <box>484 1196 570 1216</box>
org-name: Bangladesh Film Archive <box>1142 1291 1277 1304</box>
column-1 <box>101 142 424 2111</box>
article-body: [প্রথম পৃষ্ঠার পর] প্রসঙ্গত, করোনাভাইরাস মহামারী নিয়ে চীন সরকারের পাশাপাশি ডব্লিউএইচও-এর বিরুদ্ধে সমালোচনা করে আসছেন মার্কিন প্রেসিডেন্ট ডোনাল্ড ট্রাম্প। তিনি সংস্থাটির অর্থায়ন বন্ধের ঘোষণা দিয়েছেন। <box>1127 207 1425 243</box>
tender-sln: 12 <box>1017 2106 1043 2164</box>
tender-type: NCT, OTM <box>1246 1721 1290 1775</box>
article-body: [প্রথম পৃষ্ঠার পর] গণস্বাস্থ্যকেন্দ্র ও কমিটির প্রধান করা হয়েছে। তারা বলেন, অনুমোদন পেলেই কিট দেশের মানুষের কাজে লাগবে। গণস্বাস্থ্য কেন্দ্রের ট্রাস্টি ডা. জাফরুল্লাহ চৌধুরী বলেন, কিটের কার্যকারিতা পরীক্ষার জন্য বিএসএমএমইউতে পাঠানো হয়েছে। <box>436 923 618 995</box>
tender-dates: 29-Apr-2020 11:00:00, 17-May-2020 16:00:00 <box>1290 2052 1403 2106</box>
article-body: [প্রথম পৃষ্ঠার পর] জন আকাঙ্ক্ষার বাংলাদেশ সংগঠনের কেন্দ্রীয় কার্যালয়ে আনুষ্ঠানিকভাবে ওই দলের আত্মপ্রকাশ হয়। সংগঠনের নেতারা বলেন, তারা গণতান্ত্রিক রাজনীতিতে বিশ্বাস করেন এবং মুক্তিযুদ্ধের চেতনাকে ধারণ করেন। <box>1127 673 1425 709</box>
tender-id: 456237, bfa/egp14/w9 <box>1043 2052 1119 2106</box>
article-body: [প্রথম পৃষ্ঠার পর] চালিয়ে যাচ্ছে। একই সঙ্গে ঢাকা, নারায়ণগঞ্জ, সাভার, আশুলিয়া, গাজীপুর এবং চট্টগ্রামের শিল্প কারখানায় জনসমাগম রোধে কারখানা খুলে দেওয়া হয়েছে। এ অবস্থায় সরকারি ছুটির মেয়াদ আবারও বাড়ানো হতে পারে বলে সংশ্লিষ্ট সূত্র জানিয়েছে। <box>101 1187 424 1223</box>
headline: খোকনের স্ত্রী-পুত্র <box>974 353 1091 374</box>
article-body: [প্রথম পৃষ্ঠার পর] এক যুবকের ছবি ফেসবুকে পোস্ট দেওয়া হয়। পরে ওই ছবিটি ভাইরাল হয়ে যায়। শিল্পী বলেন, করোনাকালে মানুষের দুর্দশার চিত্র তুলে ধরতেই তিনি ছবিটি এঁকেছেন। <box>436 1272 618 1319</box>
article-body: [প্রথম পৃষ্ঠার পর] ইতিমধ্যে এ ব্যাপারে একটি ইতিবাচক ইঙ্গিত দিয়েছেন। এ ব্যাপারে আপনার বক্তব্য কী? নজরুল ইসলাম মজুমদার : কভিড-১৯-এর কেন্দ্র করে বড় ধরনের ক্ষতি হয়েছে। কিন্তু ঋণের সুদ কী ধরনের কমা হয়ে যায়। ঢাকা করার টাকা তো জনগণের। বেশির ভাগ টাকাই তো জনগণের। সঞ্চয় গেলোভরিংয়ের বিষয় যদি ৩০-৪০ হাজার কোটি টাকা হয় তাহলে ব্যাংকে এটি হতে পারে। আর প্রায় ৮০ শতাংশ টাকাই তো জনগণের। তারা তো লাভের বিনিময়েই টাকা রেখেছেন, তাই না। আমরা যদি সুদ হার আরও কমাই তাহলে আমানতের সুদ কমে যাবে। আমরা তাদের দেব না। তাদের কিভাবে আমরা প্রণোদনা দেব? তবে ঋণ দিতে হবেই, তবে বিশেষ কোনো খেলাপি হলে তাকে দিতে পারব না। যেমন কোনো লোক যদি টাকা নেয় তাহলে তো ব্যাংকের কোনো লাভ নেই। আমরা ব্যবসায়ীদের বলব আপনারা পুরো ঋণ শোধ করেননি। তার কাছে আমি পরিচালক হিসেবে আছি। এখন সিদ্ধান্ত নিতে হবে। তবে সরকারের নির্দেশনা অনুযায়ী আমরা কাজ করব। <box>101 366 424 497</box>
signatory-title: Director <box>1302 2395 1338 2406</box>
tender-row <box>1017 1557 1403 1612</box>
column-rule <box>942 142 943 2259</box>
article-body: [প্রথম পৃষ্ঠার পর] ইতিমধ্যে এ ব্যাপারে একটি ইতিবাচক ইঙ্গিত দিয়েছেন। এ ব্যাপারে আপনার বক্তব্য কী? নজরুল ইসলাম মজুমদার : কভিড-১৯-এর কেন্দ্র করে বড় ধরনের ক্ষতি হয়েছে। কিন্তু ঋণের সুদ কী ধরনের কমা হয়ে যায়। ঢাকা করার টাকা তো জনগণের। বেশির ভাগ টাকাই তো জনগণের। সঞ্চয় গেলোভরিংয়ের বিষয় যদি ৩০-৪০ হাজার কোটি টাকা হয় তাহলে ব্যাংকে এটি হতে পারে। আর প্রায় ৮০ শতাংশ টাকাই তো জনগণের। তারা তো লাভের বিনিময়েই টাকা রেখেছেন, তাই না। আমরা যদি সুদ হার আরও কমাই তাহলে আমানতের সুদ কমে যাবে। আমরা তাদের দেব না। তাদের কিভাবে আমরা প্রণোদনা দেব? তবে ঋণ দিতে হবেই, তবে বিশেষ কোনো খেলাপি হলে তাকে দিতে পারব না। যেমন কোনো লোক যদি টাকা নেয় তাহলে তো ব্যাংকের কোনো লাভ নেই। আমরা ব্যবসায়ীদের বলব আপনারা পুরো ঋণ শোধ করেননি। তার কাছে আমি পরিচালক হিসেবে আছি। এখন সিদ্ধান্ত নিতে হবে। তবে সরকারের নির্দেশনা অনুযায়ী আমরা কাজ করব। <box>101 537 424 669</box>
column-3 <box>629 142 937 2243</box>
logo-wordmark <box>1230 82 1471 122</box>
tender-id: 456114, bfa/egp11/g5 <box>1043 2223 1119 2277</box>
etender-notice <box>1006 1265 1414 2406</box>
article-two-types-test <box>629 770 937 946</box>
signatory-name: Abul Kalam Mohammad Shamsuddin <box>1241 2383 1400 2394</box>
tender-row <box>1017 1666 1403 1721</box>
bibidh-body: বিবিধ : ঢাকা থেকে কুরিয়ার সার্ভিসের মাধ্যমে মাস্ক, পিপিই ও মেডিকেল সামগ্রী বিতরণ করা হচ্ছে। যোগাযোগ : পুরানা পল্টন, ঢাকা। <box>107 2136 413 2157</box>
article-body: [প্রথম পৃষ্ঠার পর] করোনা নমুনাগুলো ঢাকায় এনে পরীক্ষার জন্য পাঠানোর ব্যবস্থা করেন। নমুনা পরীক্ষার ফলাফল পেতে দেরি হচ্ছে বলে অভিযোগ করেছেন অনেকে। স্বাস্থ্য বিভাগ জানায়, পরীক্ষাগারের সংখ্যা বাড়ানো হচ্ছে। <box>629 872 937 907</box>
tender-sln: 4 <box>1017 1666 1043 1721</box>
tender-title: Works, Annual Maintenance Contract (AMC) and Technical Support for Monitoring and Maintenance of Specialized 06 Film Vaults <box>1119 2164 1246 2223</box>
tender-type: NCT, OTM <box>1246 1888 1290 1943</box>
article-corona-spread <box>1127 143 1425 243</box>
qa-block <box>101 303 424 327</box>
tender-id: 456862, bfa/egp22/g10 <box>1043 1557 1119 1612</box>
col-header: sln <box>1017 1463 1043 1503</box>
article-body: [প্রথম পৃষ্ঠার পর] প্রসঙ্গত, করোনাভাইরাস মহামারী নিয়ে চীন সরকারের পাশাপাশি ডব্লিউএইচও-এর বিরুদ্ধে সমালোচনা করে আসছেন মার্কিন প্রেসিডেন্ট ডোনাল্ড ট্রাম্প। তিনি সংস্থাটির অর্থায়ন বন্ধের ঘোষণা দিয়েছেন। <box>1127 170 1425 205</box>
tender-sln: 2 <box>1017 1557 1043 1612</box>
headline: মহামারী চলবে <box>214 1263 311 1283</box>
tender-row <box>1017 1721 1403 1775</box>
tender-id: 456610, bfa/egp20/g8 <box>1043 1721 1119 1775</box>
tender-row <box>1017 2164 1403 2223</box>
masthead-rule <box>101 121 1238 122</box>
headline: আওয়ামী লীগের ত্রাণ কার্যক্রম মনিটরিংয়ে কেন্দ্রীয় নেতারা <box>453 144 601 207</box>
tender-sln: 13 <box>1017 2164 1043 2223</box>
tender-id: 456297, bfa/egp15/w10 <box>1043 1997 1119 2052</box>
qa-label: নজরুল ইসলাম মজুমদার : <box>101 1147 197 1159</box>
article-body: [প্রথম পৃষ্ঠার পর] উত্তরে বলেছেন আমেরিকা ভাইরাসের প্রাদুর্ভাব আরও দীর্ঘ সময় থাকবে। ১০২ জাতীয় গবেষণা অনুযায়ী বিশ্বজুড়ে ১০ লাখের বেশি মানুষ আক্রান্ত। গবেষকেরা বলছেন, এই মহামারী আগামী দুই বছর পর্যন্ত চলতে পারে। রেমডিসিভির ব্যবহারের অনুমতি দিয়েছে যুক্তরাষ্ট্র। <box>101 1388 424 1435</box>
tender-sln: 1 <box>1017 1503 1043 1557</box>
section-title: খবর <box>506 71 611 140</box>
article-body: [প্রথম পৃষ্ঠার পর] গণস্বাস্থ্যকেন্দ্র ও কমিটির প্রধান করা হয়েছে। তারা বলেন, অনুমোদন পেলেই কিট দেশের মানুষের কাজে লাগবে। গণস্বাস্থ্য কেন্দ্রের ট্রাস্টি ডা. জাফরুল্লাহ চৌধুরী বলেন, কিটের কার্যকারিতা পরীক্ষার জন্য বিএসএমএমইউতে পাঠানো হয়েছে। <box>436 996 618 1068</box>
tender-title: Goods, Supply and installation of Floor Standing Digital Signage Kiosk with required accessories <box>1119 2223 1246 2277</box>
tender-sln: 6 <box>1017 1775 1043 1834</box>
qa-text: আপনাকে ধন্যবাদ। <box>177 1134 244 1146</box>
tender-row <box>1017 2277 1403 2332</box>
column-4 <box>948 142 1116 1255</box>
tender-row <box>1017 2223 1403 2277</box>
tender-sln: 3 <box>1017 1612 1043 1666</box>
tender-id: 456179, bfa/egp13/w8 <box>1043 2106 1119 2164</box>
column-rule <box>623 142 624 2259</box>
article-body: [তৃতীয় পৃষ্ঠার পর] তাকে চিকিৎসার জন্য ইউনাইটেড হাসপাতালে নেওয়া হয়। কিন্তু হাসপাতাল কর্তৃপক্ষ তাকে ভর্তি না করায় মৃত্যুর অভিযোগ ওঠে। এ ঘটনায় ব্যাখ্যা চেয়ে হাসপাতালকে চিঠি দিয়েছে স্বাস্থ্য অধিদফতর। <box>1127 271 1425 307</box>
